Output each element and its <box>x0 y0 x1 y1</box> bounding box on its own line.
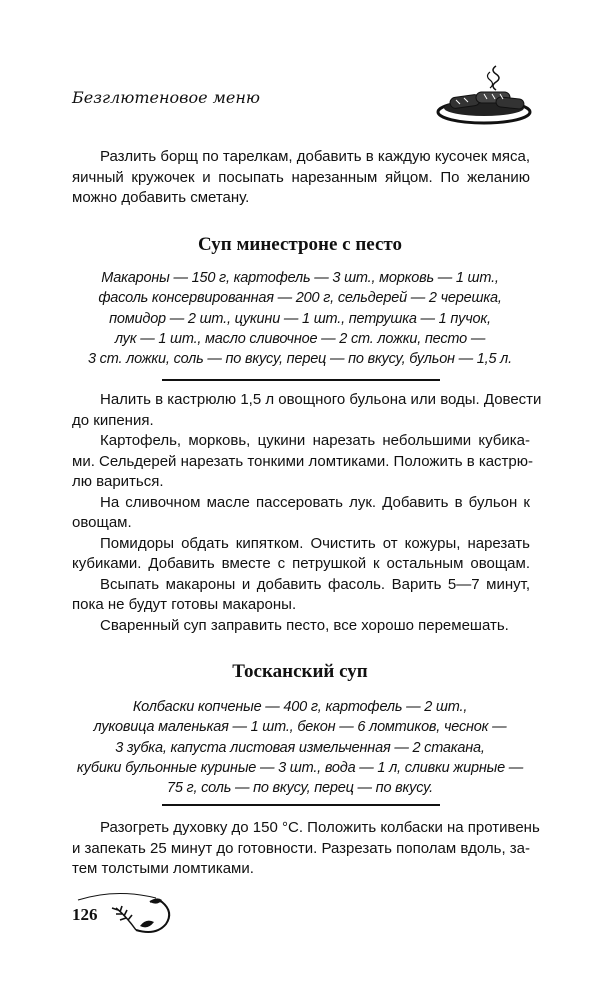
step-line: Всыпать макароны и добавить фасоль. Варить 5—7 минут, <box>100 575 530 593</box>
text-line: яичный кружочек и посыпать нарезанным яйцом. По желанию <box>72 168 530 186</box>
step-line: тем толстыми ломтиками. <box>72 860 254 877</box>
running-title: Безглютеновое меню <box>72 88 260 107</box>
recipe-title: Суп минестроне с песто <box>198 234 402 255</box>
step-line: до кипения. <box>72 411 154 429</box>
step-line: лю вариться. <box>72 473 164 490</box>
divider <box>162 804 440 806</box>
ingredients-list <box>60 268 540 369</box>
step-line: кубиками. Добавить вместе с петрушкой к остальным овощам. <box>72 555 530 572</box>
recipe-steps <box>72 390 542 636</box>
step-line: Сваренный суп заправить песто, все хорошо перемешать. <box>100 616 509 634</box>
recipe-title: Тосканский суп <box>232 661 368 682</box>
ingredient-line: лук — 1 шт., масло сливочное — 2 ст. ложки, песто — <box>114 330 486 347</box>
ingredient-line: 3 зубка, капуста листовая измельченная — 2 стакана, <box>115 739 485 756</box>
step-line: На сливочном масле пассеровать лук. Добавить в бульон к <box>100 493 530 511</box>
step-line: и запекать 25 минут до готовности. Разрезать пополам вдоль, за- <box>72 839 531 857</box>
page-number: 126 <box>72 905 98 924</box>
step-line: Картофель, морковь, цукини нарезать небольшими кубика- <box>100 432 530 449</box>
intro-paragraph <box>72 147 530 209</box>
divider <box>162 379 440 381</box>
text-line: Разлить борщ по тарелкам, добавить в каждую кусочек мяса, <box>100 148 530 165</box>
sausage-plate-icon <box>436 62 536 128</box>
text-line: можно добавить сметану. <box>72 189 250 206</box>
ingredient-line: 3 ст. ложки, соль — по вкусу, перец — по вкусу, бульон — 1,5 л. <box>87 351 512 368</box>
floral-ornament-icon <box>76 890 186 940</box>
ingredient-line: Макароны — 150 г, картофель — 3 шт., морковь — 1 шт., <box>101 270 499 286</box>
ingredient-line: фасоль консервированная — 200 г, сельдерей — 2 черешка, <box>98 290 502 307</box>
ingredient-line: 75 г, соль — по вкусу, перец — по вкусу. <box>166 780 434 797</box>
step-line: Разогреть духовку до 150 °С. Положить колбаски на противень <box>100 819 540 836</box>
recipe-steps <box>72 818 540 880</box>
ingredient-line: кубики бульонные куриные — 3 шт., вода — 1 л, сливки жирные — <box>76 759 524 776</box>
step-line: пока не будут готовы макароны. <box>72 596 297 613</box>
step-line: ми. Сельдерей нарезать тонкими ломтиками. Положить в кастрю- <box>72 452 534 470</box>
step-line: Помидоры обдать кипятком. Очистить от кожуры, нарезать <box>100 534 530 552</box>
ingredients-list <box>60 697 540 798</box>
step-line: Налить в кастрюлю 1,5 л овощного бульона или воды. Довести <box>100 391 542 408</box>
ingredient-line: луковица маленькая — 1 шт., бекон — 6 ломтиков, чеснок — <box>93 719 507 736</box>
ingredient-line: Колбаски копченые — 400 г, картофель — 2 шт., <box>132 699 468 715</box>
ingredient-line: помидор — 2 шт., цукини — 1 шт., петрушка — 1 пучок, <box>109 310 491 327</box>
step-line: овощам. <box>72 514 132 531</box>
